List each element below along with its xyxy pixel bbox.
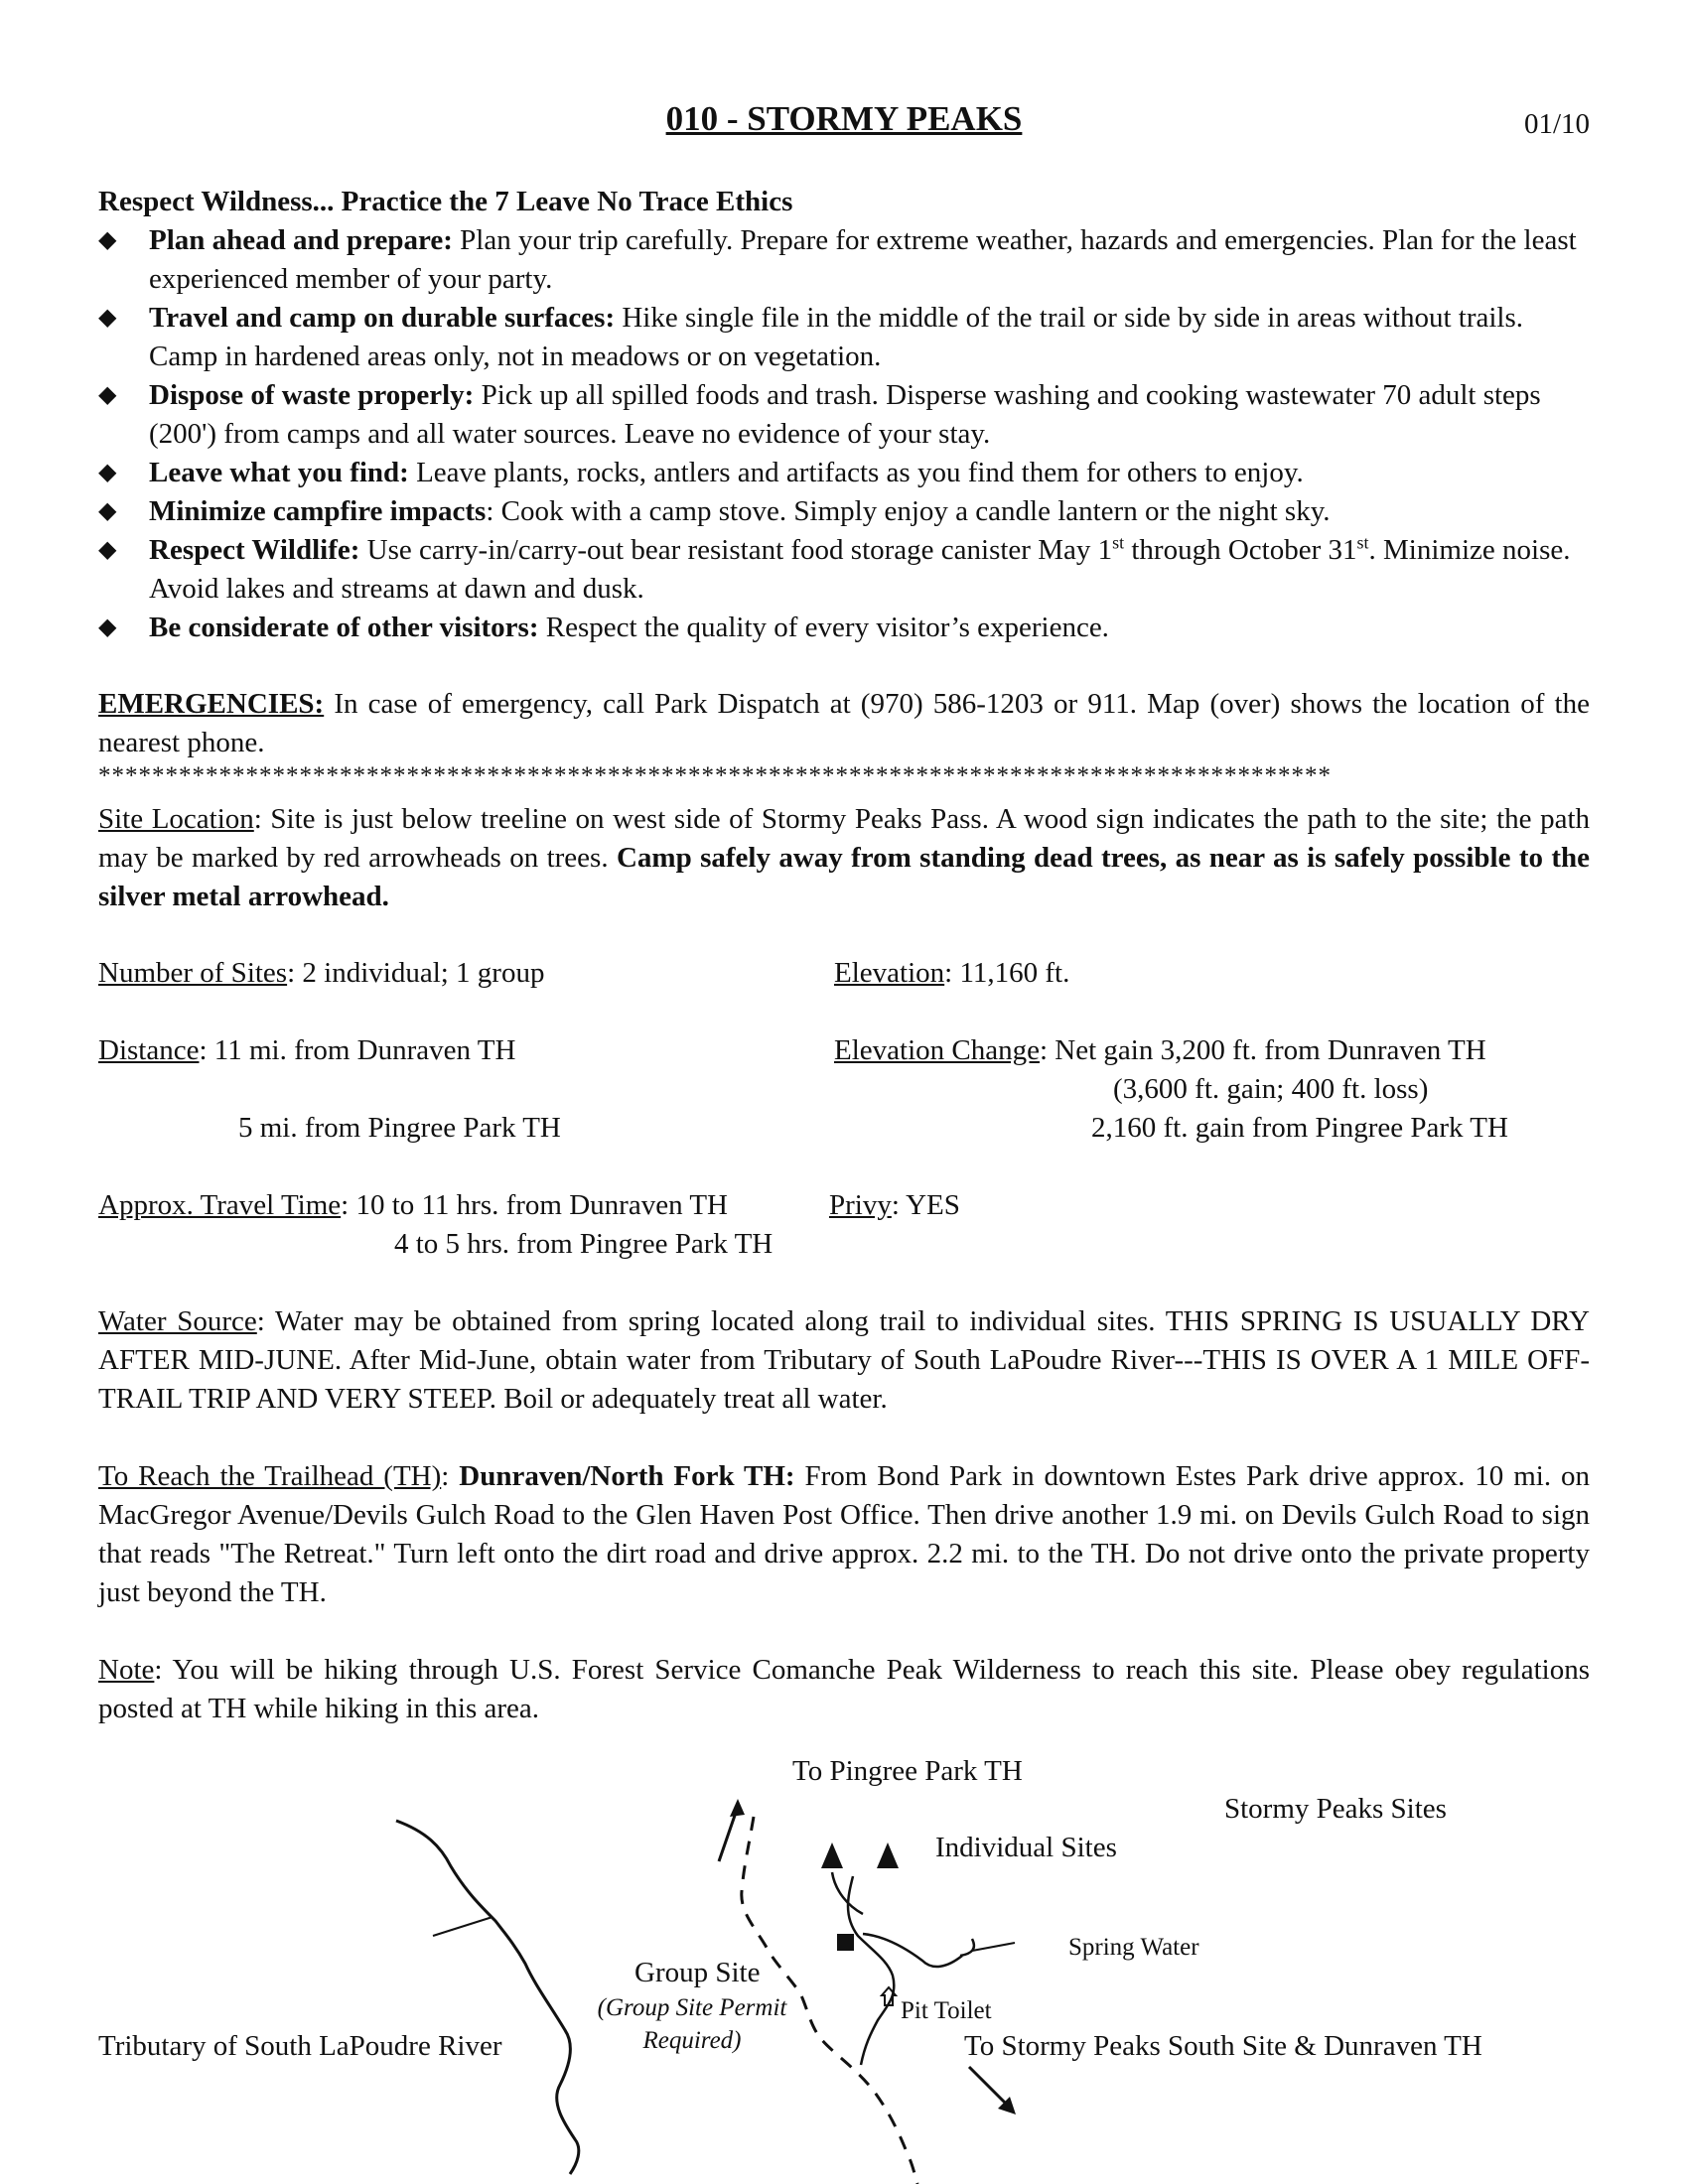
- water-source-paragraph: [98, 1302, 1590, 1419]
- arrow-to-south: [969, 2067, 1009, 2107]
- field-value: : 2 individual; 1 group: [287, 957, 545, 989]
- map-label-group-site: Group Site: [634, 1957, 761, 1988]
- lnt-item-title: Plan ahead and prepare:: [149, 224, 453, 256]
- diamond-bullet-icon: ◆: [98, 305, 117, 331]
- lnt-item-text: Use carry-in/carry-out bear resistant food storage canister May 1: [359, 534, 1113, 566]
- site-location-text: : Site is just below treeline on west side of Stormy Peaks Pass. A wood sign indicates the path to the site; the path may be marked by red arrowheads on trees.: [98, 803, 1591, 874]
- river-pointer-line: [433, 1917, 492, 1936]
- diamond-bullet-icon: ◆: [98, 537, 117, 563]
- elevation-change-line-3: 2,160 ft. gain from Pingree Park TH: [1091, 1112, 1508, 1144]
- revision-date: 01/10: [1523, 108, 1590, 140]
- distance: [98, 1031, 515, 1070]
- emergencies-paragraph: [98, 685, 1590, 762]
- map-label-tributary: Tributary of South LaPoudre River: [98, 2030, 502, 2062]
- lnt-list: [98, 221, 1590, 647]
- field-value: : YES: [891, 1189, 960, 1221]
- lnt-item-title: Minimize campfire impacts: [149, 495, 487, 527]
- map-label-to-south: To Stormy Peaks South Site & Dunraven TH: [964, 2030, 1482, 2062]
- page-title: 010 - STORMY PEAKS: [665, 99, 1023, 138]
- ordinal-suffix: st: [1112, 532, 1125, 553]
- arrow-icon: [730, 1799, 745, 1817]
- field-label: Privy: [829, 1189, 892, 1221]
- field-value: : Net gain 3,200 ft. from Dunraven TH: [1039, 1034, 1486, 1066]
- map-label-to-pingree: To Pingree Park TH: [792, 1755, 1023, 1787]
- lnt-item-text: Respect the quality of every visitor’s experience.: [538, 612, 1109, 643]
- lnt-item-text: Hike single file in the middle of the trail or side by side in areas without trails. Camp in hardened areas only, not in meadows or on vegetation.: [149, 302, 1524, 372]
- lnt-item-text: . Minimize noise. Avoid lakes and streams at dawn and dusk.: [149, 534, 1571, 605]
- site-location-label: Site Location: [98, 803, 254, 835]
- field-label: Number of Sites: [98, 957, 288, 989]
- lnt-item-title: Leave what you find:: [149, 457, 409, 488]
- river-line: [396, 1821, 579, 2174]
- lnt-heading: Respect Wildness... Practice the 7 Leave No Trace Ethics: [98, 186, 793, 217]
- lnt-item: [98, 299, 1590, 376]
- elevation-change-line-2: (3,600 ft. gain; 400 ft. loss): [1113, 1073, 1429, 1105]
- document-page: [98, 0, 1590, 2184]
- field-label: Distance: [98, 1034, 200, 1066]
- spur-trail: [960, 1939, 974, 1956]
- permit-line-2: Required): [642, 2027, 742, 2054]
- group-site-marker-icon: [837, 1934, 854, 1951]
- travel-time-line-2: 4 to 5 hrs. from Pingree Park TH: [394, 1228, 774, 1260]
- map-label-pit-toilet: Pit Toilet: [901, 1997, 992, 2024]
- site-location-paragraph: [98, 800, 1590, 916]
- lnt-item: [98, 492, 1590, 531]
- lnt-item-title: Dispose of waste properly:: [149, 379, 475, 411]
- lnt-item-text: Pick up all spilled foods and trash. Disperse washing and cooking wastewater 70 adult steps (200') from camps and all water sources. Leave no evidence of your stay.: [149, 379, 1541, 450]
- spring-pointer-line: [972, 1943, 1015, 1951]
- diamond-bullet-icon: ◆: [98, 227, 117, 253]
- note-text: : You will be hiking through U.S. Forest Service Comanche Peak Wilderness to reach this site. Please obey regulations posted at TH while hiking in this area.: [98, 1654, 1590, 1724]
- trailhead-name: Dunraven/North Fork TH:: [459, 1460, 795, 1492]
- field-value: : 10 to 11 hrs. from Dunraven TH: [341, 1189, 728, 1221]
- note-paragraph: [98, 1651, 1590, 1728]
- diamond-bullet-icon: ◆: [98, 460, 117, 485]
- privy: [829, 1186, 960, 1225]
- map-label-individual-sites: Individual Sites: [935, 1832, 1117, 1863]
- lnt-item-title: Travel and camp on durable surfaces:: [149, 302, 616, 334]
- tent-icon: [877, 1843, 899, 1868]
- diamond-bullet-icon: ◆: [98, 614, 117, 640]
- water-source-label: Water Source: [98, 1305, 257, 1337]
- site-location-warning: Camp safely away from standing dead trees, as near as is safely possible to the silver metal arrowhead.: [98, 842, 1591, 912]
- map-label-group-permit: [593, 1991, 791, 2057]
- diamond-bullet-icon: ◆: [98, 382, 117, 408]
- permit-line-1: (Group Site Permit: [597, 1994, 787, 2021]
- lnt-item-text: Plan your trip carefully. Prepare for extreme weather, hazards and emergencies. Plan for the least experienced member of your party.: [149, 224, 1577, 295]
- map-label-spring-water: Spring Water: [1068, 1934, 1199, 1961]
- map-label-stormy-sites: Stormy Peaks Sites: [1224, 1793, 1447, 1825]
- separator-line: ********************************************************************************************: [98, 762, 1332, 789]
- spur-trail: [848, 1876, 894, 2065]
- site-map: [98, 1747, 1590, 2184]
- lnt-item-text: through October 31: [1124, 534, 1357, 566]
- field-label: Elevation Change: [834, 1034, 1040, 1066]
- lnt-item: [98, 454, 1590, 492]
- lnt-item: [98, 221, 1590, 299]
- field-value: : 11,160 ft.: [944, 957, 1070, 989]
- emergencies-label: EMERGENCIES:: [98, 688, 325, 720]
- lnt-item: [98, 531, 1590, 609]
- separator: :: [441, 1460, 460, 1492]
- ordinal-suffix: st: [1356, 532, 1369, 553]
- water-source-text: : Water may be obtained from spring located along trail to individual sites. THIS SPRING IS USUALLY DRY AFTER MID-JUNE. After Mid-June, obtain water from Tributary of South LaPoudre River---THIS IS OVER A 1 MILE OFF-TRAIL TRIP AND VERY STEEP. Boil or adequately treat all water.: [98, 1305, 1590, 1415]
- field-label: Approx. Travel Time: [98, 1189, 342, 1221]
- tent-icon: [821, 1843, 843, 1868]
- field-label: Elevation: [834, 957, 945, 989]
- lnt-item-title: Be considerate of other visitors:: [149, 612, 539, 643]
- diamond-bullet-icon: ◆: [98, 498, 117, 524]
- trailhead-label: To Reach the Trailhead (TH): [98, 1460, 442, 1492]
- emergencies-text: In case of emergency, call Park Dispatch at (970) 586-1203 or 911. Map (over) shows the location of the nearest phone.: [98, 688, 1590, 758]
- trailhead-paragraph: [98, 1457, 1590, 1612]
- elevation: [834, 954, 1069, 993]
- lnt-item-title: Respect Wildlife:: [149, 534, 360, 566]
- lnt-item: [98, 376, 1590, 454]
- travel-time: [98, 1186, 728, 1225]
- field-value: : 11 mi. from Dunraven TH: [199, 1034, 516, 1066]
- note-label: Note: [98, 1654, 155, 1686]
- distance-line-2: 5 mi. from Pingree Park TH: [238, 1112, 561, 1144]
- lnt-item-text: : Cook with a camp stove. Simply enjoy a candle lantern or the night sky.: [486, 495, 1331, 527]
- lnt-item-text: Leave plants, rocks, antlers and artifacts as you find them for others to enjoy.: [408, 457, 1304, 488]
- elevation-change: [834, 1031, 1486, 1070]
- trailhead-text: From Bond Park in downtown Estes Park drive approx. 10 mi. on MacGregor Avenue/Devils Gulch Road to the Glen Haven Post Office. Then drive another 1.9 mi. on Devils Gulch Road to sign that reads "The Retreat." Turn left onto the dirt road and drive approx. 2.2 mi. to the TH. Do not drive onto the private property just beyond the TH.: [98, 1460, 1590, 1608]
- number-of-sites: [98, 954, 544, 993]
- spur-trail: [863, 1934, 962, 1967]
- lnt-item: [98, 609, 1590, 647]
